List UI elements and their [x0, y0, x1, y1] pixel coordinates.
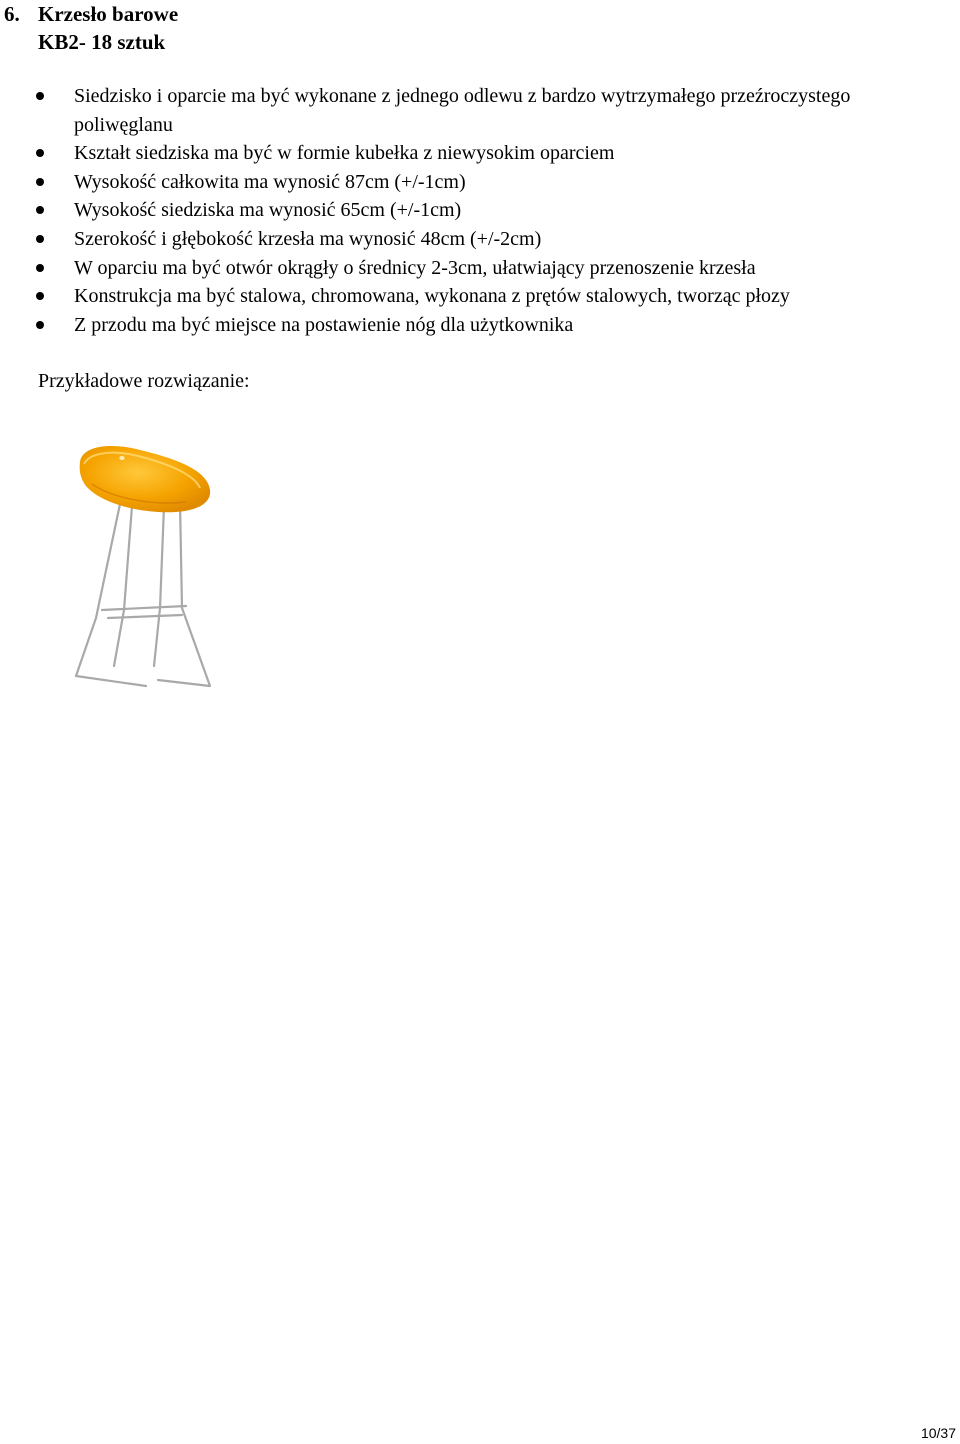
bullet-icon	[36, 178, 44, 186]
page-number: 10/37	[920, 1425, 956, 1441]
list-item-text: Siedzisko i oparcie ma być wykonane z jednego odlewu z bardzo wytrzymałego przeźroczystego poliwęglanu	[74, 85, 851, 136]
seat-shape	[80, 446, 210, 512]
section-title: Krzesło barowe	[38, 2, 179, 26]
bar-stool-photo	[62, 440, 222, 690]
list-item	[0, 82, 940, 139]
list-item-text: Wysokość siedziska ma wynosić 65cm (+/-1cm)	[74, 199, 462, 222]
list-item-text: Kształt siedziska ma być w formie kubełka z niewysokim oparciem	[74, 142, 615, 165]
bullet-icon	[36, 264, 44, 272]
example-label: Przykładowe rozwiązanie:	[38, 370, 250, 392]
bullet-icon	[36, 92, 44, 100]
section-number: 6.	[4, 2, 20, 26]
list-item	[0, 168, 940, 197]
section-heading	[4, 0, 178, 56]
list-item	[0, 311, 940, 340]
bullet-icon	[36, 292, 44, 300]
list-item	[0, 196, 940, 225]
section-subtitle: KB2- 18 sztuk	[38, 30, 166, 54]
list-item-text: Konstrukcja ma być stalowa, chromowana, wykonana z prętów stalowych, tworząc płozy	[74, 285, 790, 308]
list-item-text: Z przodu ma być miejsce na postawienie nóg dla użytkownika	[74, 313, 574, 336]
list-item-text: W oparciu ma być otwór okrągły o średnicy 2-3cm, ułatwiający przenoszenie krzesła	[74, 256, 756, 279]
list-item	[0, 254, 940, 283]
bullet-icon	[36, 206, 44, 214]
list-item	[0, 282, 940, 311]
bullet-icon	[36, 321, 44, 329]
bullet-icon	[36, 149, 44, 157]
list-item-text: Szerokość i głębokość krzesła ma wynosić 48cm (+/-2cm)	[74, 227, 542, 250]
bullet-icon	[36, 235, 44, 243]
frame-shape	[76, 502, 210, 686]
requirements-list	[0, 82, 940, 339]
list-item	[0, 139, 940, 168]
list-item	[0, 225, 940, 254]
list-item-text: Wysokość całkowita ma wynosić 87cm (+/-1cm)	[74, 170, 466, 193]
